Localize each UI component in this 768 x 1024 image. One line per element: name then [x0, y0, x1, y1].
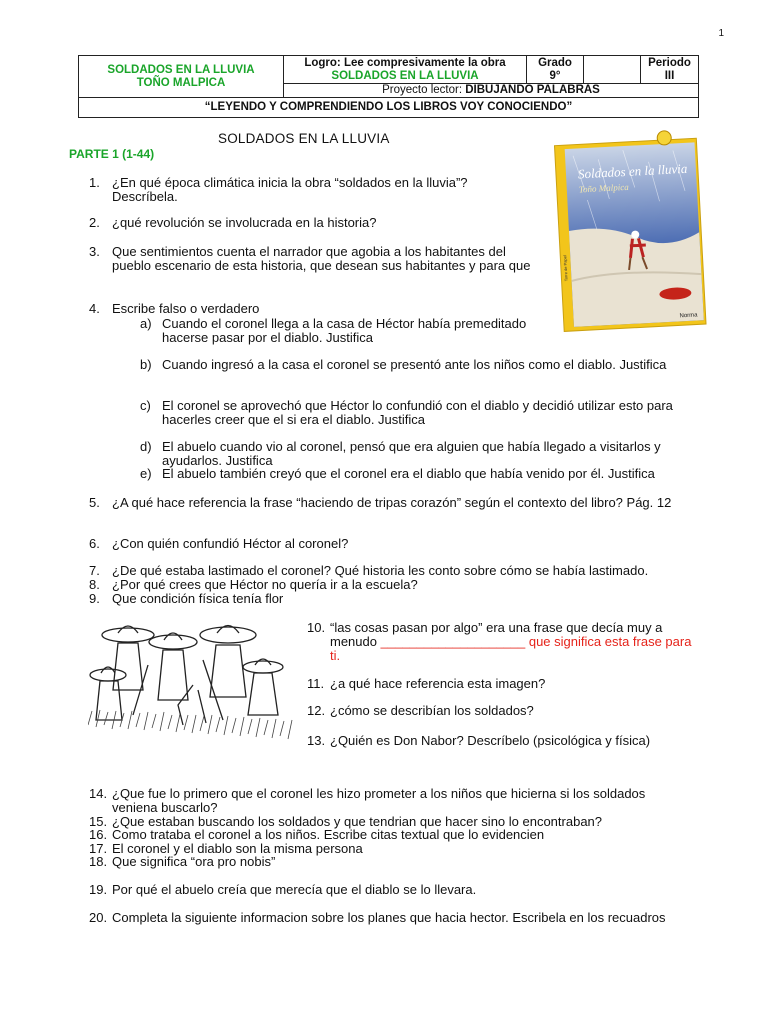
option-text: El abuelo también creyó que el coronel era el diablo que había venido por él. Justifica	[162, 466, 655, 481]
header-periodo-cell	[641, 56, 699, 84]
question-text: ¿a qué hace referencia esta imagen?	[330, 676, 546, 691]
question-number: 14.	[89, 786, 108, 801]
question-10-prompt: que significa esta frase para ti.	[330, 634, 692, 663]
question-9	[89, 592, 694, 606]
question-text: ¿Por qué crees que Héctor no quería ir a la escuela?	[112, 577, 418, 592]
header-logro-cell	[284, 56, 527, 84]
header-work-cell	[79, 56, 284, 98]
header-table	[78, 55, 699, 118]
question-3	[89, 245, 534, 273]
question-number: 4.	[89, 301, 100, 316]
header-grado-value: 9°	[549, 69, 561, 82]
question-text: ¿Que fue lo primero que el coronel les hizo prometer a los niños que hicierna si los soldados veniena buscarlo?	[112, 786, 646, 815]
question-text: El coronel y el diablo son la misma persona	[112, 841, 363, 856]
question-text: ¿En qué época climática inicia la obra “soldados en la lluvia”? Descríbela.	[112, 175, 468, 204]
book-cover-title: Soldados en la lluvia	[577, 160, 688, 182]
header-proyecto-label: Proyecto lector:	[382, 84, 463, 96]
question-text: ¿qué revolución se involucrada en la historia?	[112, 215, 377, 230]
question-text: ¿Que estaban buscando los soldados y que tendrian que hacer sino lo encontraban?	[112, 814, 603, 829]
book-cover-author: Toño Malpica	[578, 181, 629, 195]
question-text: Como trataba el coronel a los niños. Escribe citas textual que lo evidencien	[112, 827, 545, 842]
question-number: 20.	[89, 910, 108, 925]
question-number: 16.	[89, 827, 108, 842]
header-grado-cell	[527, 56, 584, 84]
option-letter: a)	[140, 316, 152, 331]
question-number: 1.	[89, 175, 100, 190]
header-empty-cell	[584, 56, 641, 84]
question-10	[307, 621, 702, 663]
option-letter: e)	[140, 466, 152, 481]
soldiers-illustration	[88, 615, 293, 745]
question-6	[89, 537, 694, 551]
header-proyecto-cell	[284, 84, 699, 98]
question-13	[307, 734, 702, 748]
question-4e	[140, 467, 700, 481]
question-text: ¿Quién es Don Nabor? Descríbelo (psicológica y física)	[330, 733, 651, 748]
header-periodo-value: III	[664, 69, 675, 82]
header-logro-label: Logro: Lee compresivamente la obra	[304, 56, 506, 69]
answer-blank[interactable]: ____________________	[380, 634, 526, 649]
option-letter: d)	[140, 439, 152, 454]
header-proyecto-value: DIBUJANDO PALABRAS	[465, 84, 600, 96]
question-number: 5.	[89, 495, 100, 510]
question-4d	[140, 440, 700, 468]
question-number: 3.	[89, 244, 100, 259]
question-4b	[140, 358, 700, 372]
question-text: Que sentimientos cuenta el narrador que agobia a los habitantes del pueblo escenario de esta historia, que desean sus habitantes y para que	[112, 244, 531, 273]
question-number: 12.	[307, 703, 326, 718]
option-letter: b)	[140, 357, 152, 372]
question-text: Que significa “ora pro nobis”	[112, 854, 276, 869]
question-16	[89, 828, 694, 842]
question-number: 2.	[89, 215, 100, 230]
book-cover-publisher: Norma	[679, 312, 698, 320]
question-number: 11.	[307, 676, 325, 691]
option-text: Cuando ingresó a la casa el coronel se presentó ante los niños como el diablo. Justifica	[162, 357, 667, 372]
question-text: Que condición física tenía flor	[112, 591, 284, 606]
question-20	[89, 911, 694, 925]
question-18	[89, 855, 694, 869]
question-number: 9.	[89, 591, 100, 606]
question-1	[89, 176, 519, 204]
header-work-title: SOLDADOS EN LA LLUVIA	[107, 63, 255, 76]
question-number: 13.	[307, 733, 326, 748]
header-grado-label: Grado	[538, 56, 572, 69]
question-text: ¿Con quién confundió Héctor al coronel?	[112, 536, 349, 551]
header-author: TOÑO MALPICA	[136, 76, 226, 89]
question-text: Escribe falso o verdadero	[112, 301, 260, 316]
question-text: ¿De qué estaba lastimado el coronel? Qué historia les conto sobre cómo se había lastimado.	[112, 563, 649, 578]
question-number: 6.	[89, 536, 100, 551]
question-text: Completa la siguiente informacion sobre los planes que hacia hector. Escribela en los recuadros	[112, 910, 666, 925]
question-number: 18.	[89, 854, 108, 869]
question-text: ¿A qué hace referencia la frase “haciendo de tripas corazón” según el contexto del libro? Pág. 12	[112, 495, 672, 510]
question-19	[89, 883, 694, 897]
question-text: Por qué el abuelo creía que merecía que el diablo se lo llevara.	[112, 882, 477, 897]
question-4	[89, 302, 694, 316]
question-11	[307, 677, 702, 691]
option-text: El abuelo cuando vio al coronel, pensó que era alguien que había llegado a visitarlos y ayudarlos. Justifica	[162, 439, 661, 468]
question-10-phrase: “las cosas pasan por algo” era una frase que decía muy a menudo	[330, 620, 663, 649]
question-number: 7.	[89, 563, 100, 578]
question-14	[89, 787, 694, 815]
question-2	[89, 216, 694, 230]
question-12	[307, 704, 702, 718]
document-title: SOLDADOS EN LA LLUVIA	[218, 131, 390, 146]
question-number: 15.	[89, 814, 108, 829]
header-logro-work: SOLDADOS EN LA LLUVIA	[331, 69, 479, 82]
question-number: 8.	[89, 577, 100, 592]
question-number: 17.	[89, 841, 108, 856]
book-cover-spine: Torre de Papel	[562, 255, 569, 282]
question-5	[89, 496, 694, 510]
option-letter: c)	[140, 398, 151, 413]
page-number: 1	[718, 28, 724, 39]
option-text: El coronel se aprovechó que Héctor lo confundió con el diablo y decidió utilizar esto para hacerles creer que el si era el diablo. Justifica	[162, 398, 673, 427]
question-4a	[140, 317, 540, 345]
question-text: ¿cómo se describían los soldados?	[330, 703, 534, 718]
header-periodo-label: Periodo	[648, 56, 691, 69]
question-4c	[140, 399, 700, 427]
question-8	[89, 578, 694, 592]
question-number: 10.	[307, 620, 326, 635]
option-text: Cuando el coronel llega a la casa de Héctor había premeditado hacerse pasar por el diablo. Justifica	[162, 316, 527, 345]
part-label: PARTE 1 (1-44)	[69, 147, 155, 161]
question-7	[89, 564, 694, 578]
question-number: 19.	[89, 882, 108, 897]
question-text	[330, 621, 702, 663]
header-motto: “LEYENDO Y COMPRENDIENDO LOS LIBROS VOY CONOCIENDO”	[79, 98, 699, 118]
